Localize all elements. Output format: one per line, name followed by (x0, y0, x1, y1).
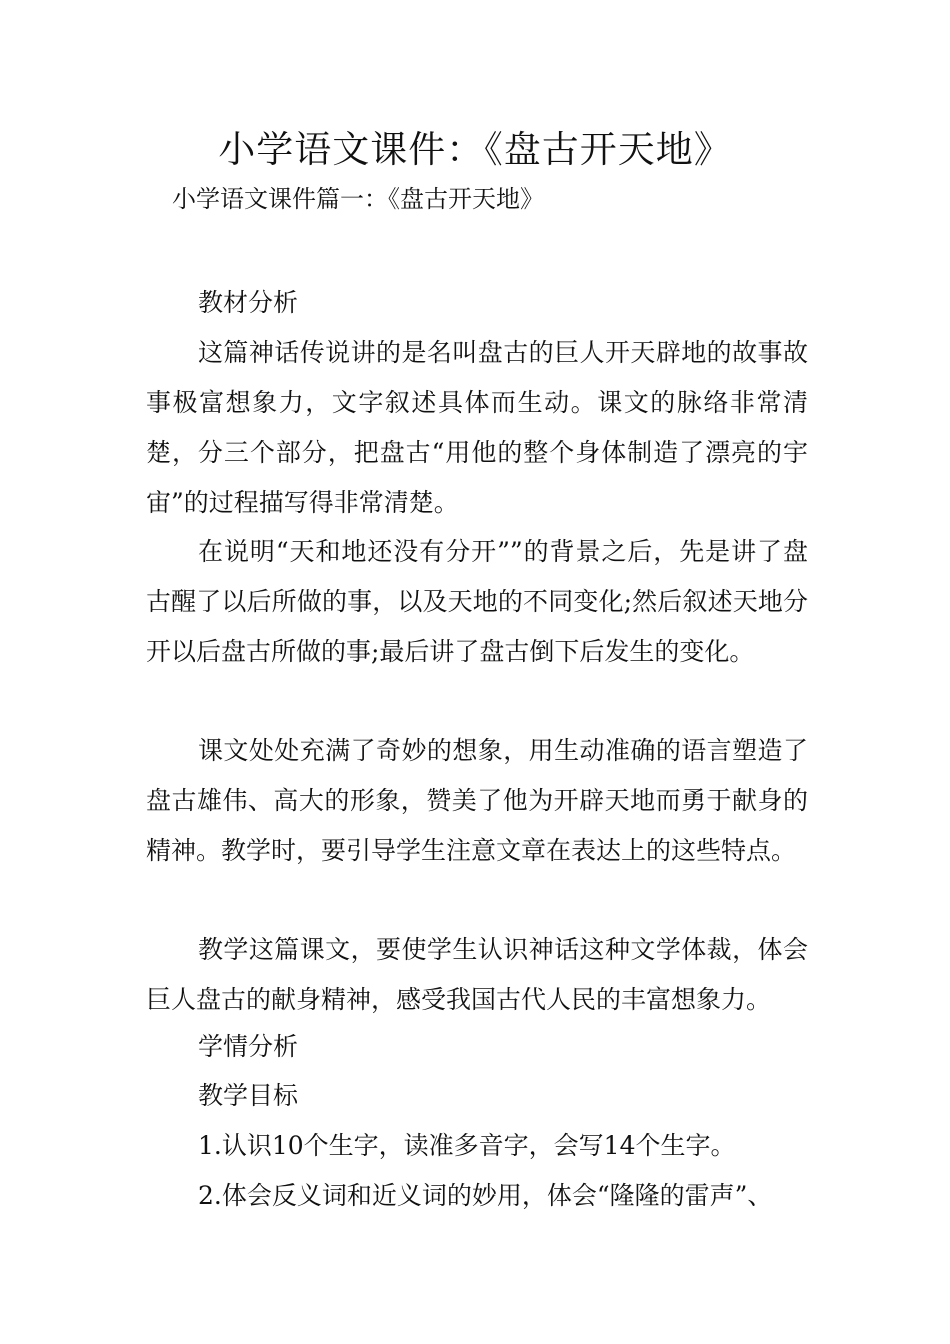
document-title: 小学语文课件：《盘古开天地》 (218, 128, 732, 171)
paragraph-1: 这篇神话传说讲的是名叫盘古的巨人开天辟地的故事故事极富想象力，文字叙述具体而生动。课文的脉络非常清楚，分三个部分，把盘古“用他的整个身体制造了漂亮的宇宙”的过程描写得非常清楚。 (146, 338, 808, 517)
document-subtitle: 小学语文课件篇一：《盘古开天地》 (172, 185, 544, 213)
paragraph-4: 教学这篇课文，要使学生认识神话这种文学体裁，体会巨人盘古的献身精神，感受我国古代人民的丰富想象力。 (146, 935, 808, 1014)
section-heading-mubiao: 教学目标 (198, 1081, 299, 1110)
paragraph-3: 课文处处充满了奇妙的想象，用生动准确的语言塑造了盘古雄伟、高大的形象，赞美了他为开辟天地而勇于献身的精神。教学时，要引导学生注意文章在表达上的这些特点。 (146, 736, 808, 865)
section-heading-xueqing: 学情分析 (198, 1032, 299, 1061)
objective-item-1: 1.认识10个生字，读准多音字，会写14个生字。 (198, 1131, 736, 1160)
section-heading-jiaocai: 教材分析 (198, 288, 299, 317)
objective-item-2: 2.体会反义词和近义词的妙用，体会“隆隆的雷声”、 (198, 1181, 773, 1210)
paragraph-2: 在说明“天和地还没有分开””的背景之后，先是讲了盘古醒了以后所做的事，以及天地的不同变化;然后叙述天地分开以后盘古所做的事;最后讲了盘古倒下后发生的变化。 (146, 537, 808, 666)
